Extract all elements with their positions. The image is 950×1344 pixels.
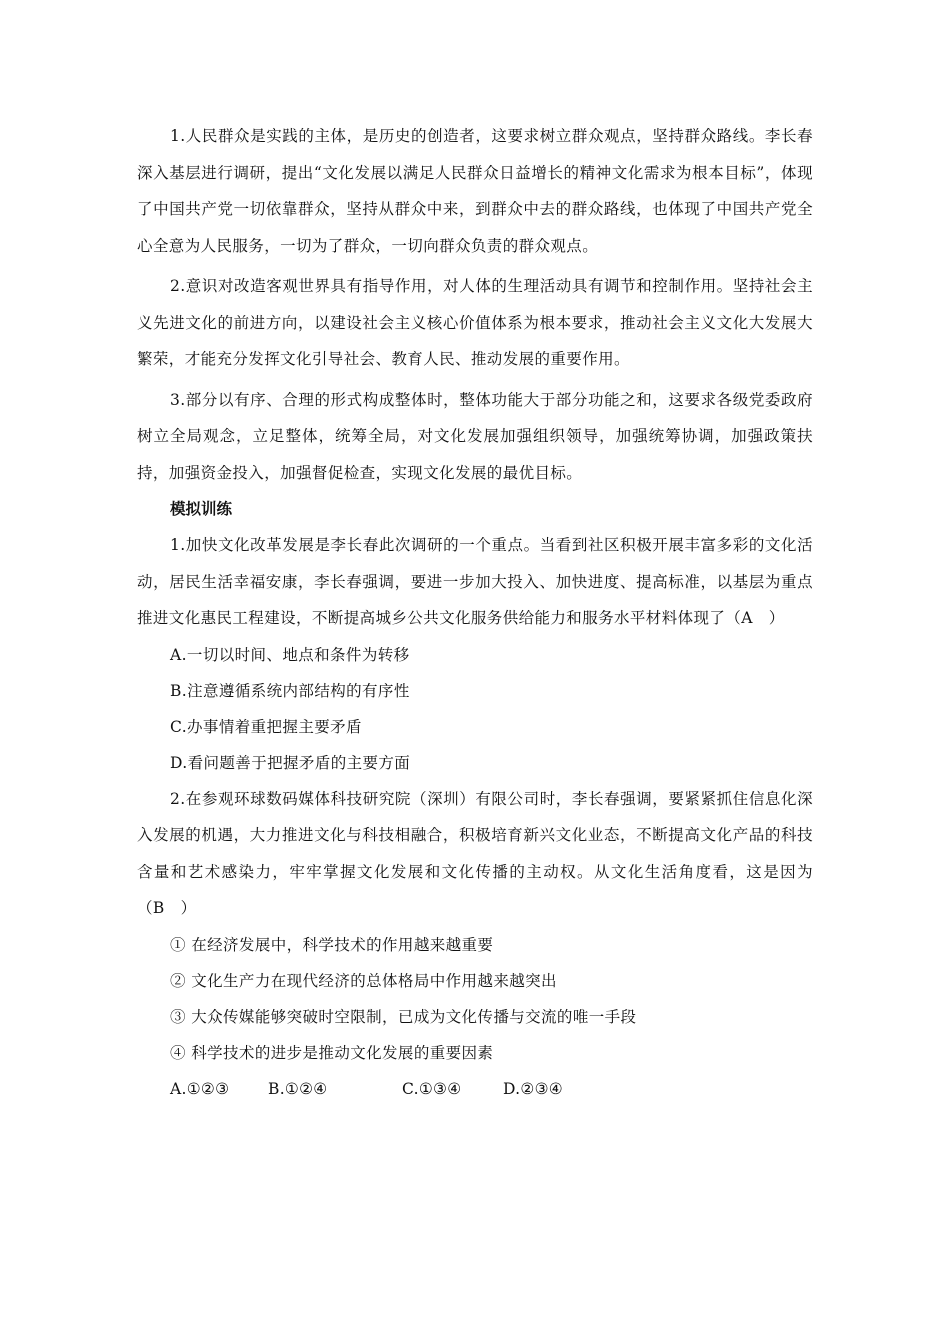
analysis-paragraph-2: 2.意识对改造客观世界具有指导作用，对人体的生理活动具有调节和控制作用。坚持社会主义先进文化的前进方向，以建设社会主义核心价值体系为根本要求，推动社会主义文化大发展大繁荣，才能充分发挥文化引导社会、教育人民、推动发展的重要作用。 [137, 277, 813, 368]
question-2-statement-4: ④ 科学技术的进步是推动文化发展的重要因素 [170, 1043, 494, 1062]
question-2-choice-c: C.①③④ [402, 1079, 462, 1098]
analysis-paragraph-1: 1.人民群众是实践的主体，是历史的创造者，这要求树立群众观点，坚持群众路线。李长春深入基层进行调研，提出“文化发展以满足人民群众日益增长的精神文化需求为根本目标”，体现了中国共产党一切依靠群众，坚持从群众中来，到群众中去的群众路线，也体现了中国共产党全心全意为人民服务，一切为了群众，一切向群众负责的群众观点。 [137, 127, 813, 255]
question-2-statement-3: ③ 大众传媒能够突破时空限制，已成为文化传播与交流的唯一手段 [170, 1007, 637, 1026]
question-1-option-b: B.注意遵循系统内部结构的有序性 [170, 681, 410, 700]
document-page [137, 118, 813, 1107]
analysis-paragraph-3: 3.部分以有序、合理的形式构成整体时，整体功能大于部分功能之和，这要求各级党委政府树立全局观念，立足整体，统筹全局，对文化发展加强组织领导，加强统筹协调，加强政策扶持，加强资金投入，加强督促检查，实现文化发展的最优目标。 [137, 390, 813, 482]
question-2-choice-b: B.①②④ [268, 1079, 328, 1098]
question-1-option-a: A.一切以时间、地点和条件为转移 [170, 645, 410, 664]
question-2-stem: 2.在参观环球数码媒体科技研究院（深圳）有限公司时，李长春强调，要紧紧抓住信息化深入发展的机遇，大力推进文化与科技相融合，积极培育新兴文化业态，不断提高文化产品的科技含量和艺术感染力，牢牢掌握文化发展和文化传播的主动权。从文化生活角度看，这是因为（B ） [137, 789, 813, 917]
question-2-choice-d: D.②③④ [503, 1079, 563, 1098]
question-2-choice-a: A.①②③ [170, 1079, 230, 1098]
question-1-option-d: D.看问题善于把握矛盾的主要方面 [170, 753, 411, 772]
question-1-option-c: C.办事情着重把握主要矛盾 [170, 717, 362, 736]
question-1-stem: 1.加快文化改革发展是李长春此次调研的一个重点。当看到社区积极开展丰富多彩的文化活动，居民生活幸福安康，李长春强调，要进一步加大投入、加快进度、提高标准，以基层为重点推进文化惠民工程建设，不断提高城乡公共文化服务供给能力和服务水平材料体现了（A ） [137, 536, 813, 627]
question-2-statement-2: ② 文化生产力在现代经济的总体格局中作用越来越突出 [170, 971, 557, 990]
section-title: 模拟训练 [170, 500, 233, 518]
question-2-choices [137, 1071, 813, 1107]
question-2-statement-1: ① 在经济发展中，科学技术的作用越来越重要 [170, 935, 494, 954]
